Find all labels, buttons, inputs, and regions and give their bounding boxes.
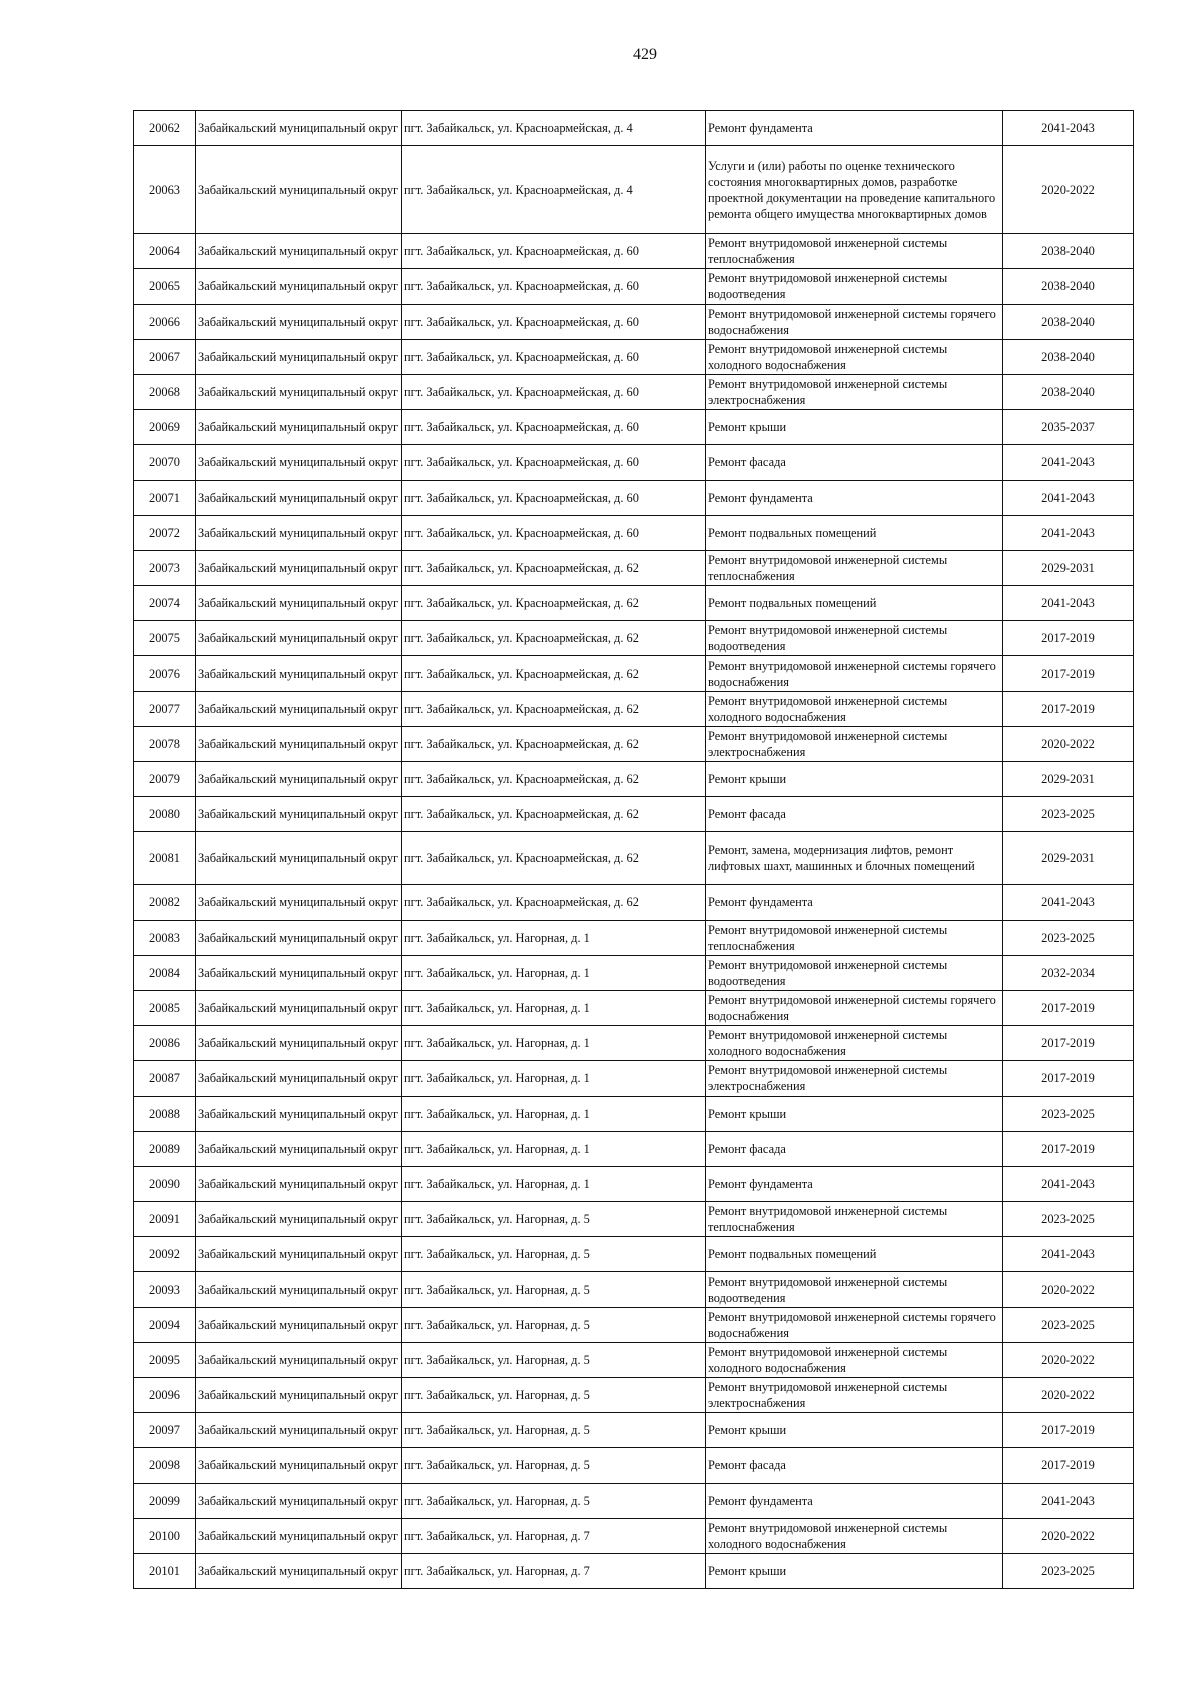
cell-work-type: Услуги и (или) работы по оценке технического состояния многоквартирных домов, разработке проектной документации на проведение капитального ремонта общего имущества многоквартирных домов (706, 146, 1003, 234)
cell-address: пгт. Забайкальск, ул. Красноармейская, д. 62 (402, 691, 706, 726)
cell-address: пгт. Забайкальск, ул. Нагорная, д. 5 (402, 1237, 706, 1272)
cell-id: 20081 (134, 832, 196, 885)
cell-id: 20065 (134, 269, 196, 304)
table-row (134, 410, 1134, 445)
cell-address: пгт. Забайкальск, ул. Нагорная, д. 5 (402, 1448, 706, 1483)
cell-period: 2020-2022 (1003, 1378, 1134, 1413)
cell-work-type: Ремонт внутридомовой инженерной системы горячего водоснабжения (706, 990, 1003, 1025)
cell-address: пгт. Забайкальск, ул. Красноармейская, д. 4 (402, 146, 706, 234)
cell-work-type: Ремонт внутридомовой инженерной системы теплоснабжения (706, 550, 1003, 585)
cell-period: 2041-2043 (1003, 1237, 1134, 1272)
cell-work-type: Ремонт внутридомовой инженерной системы горячего водоснабжения (706, 656, 1003, 691)
cell-period: 2023-2025 (1003, 920, 1134, 955)
cell-id: 20098 (134, 1448, 196, 1483)
cell-municipality: Забайкальский муниципальный округ (196, 1307, 402, 1342)
cell-id: 20071 (134, 480, 196, 515)
cell-municipality: Забайкальский муниципальный округ (196, 304, 402, 339)
cell-period: 2041-2043 (1003, 885, 1134, 920)
cell-period: 2041-2043 (1003, 515, 1134, 550)
cell-municipality: Забайкальский муниципальный округ (196, 1237, 402, 1272)
cell-work-type: Ремонт внутридомовой инженерной системы теплоснабжения (706, 920, 1003, 955)
cell-work-type: Ремонт внутридомовой инженерной системы электроснабжения (706, 726, 1003, 761)
table-row (134, 1413, 1134, 1448)
cell-address: пгт. Забайкальск, ул. Нагорная, д. 1 (402, 990, 706, 1025)
cell-municipality: Забайкальский муниципальный округ (196, 550, 402, 585)
cell-work-type: Ремонт внутридомовой инженерной системы электроснабжения (706, 374, 1003, 409)
cell-period: 2029-2031 (1003, 762, 1134, 797)
cell-address: пгт. Забайкальск, ул. Нагорная, д. 5 (402, 1342, 706, 1377)
table-row (134, 1166, 1134, 1201)
cell-municipality: Забайкальский муниципальный округ (196, 691, 402, 726)
cell-municipality: Забайкальский муниципальный округ (196, 1026, 402, 1061)
cell-municipality: Забайкальский муниципальный округ (196, 1061, 402, 1096)
table-row (134, 797, 1134, 832)
cell-address: пгт. Забайкальск, ул. Нагорная, д. 1 (402, 920, 706, 955)
cell-period: 2020-2022 (1003, 146, 1134, 234)
table-row (134, 269, 1134, 304)
cell-id: 20074 (134, 586, 196, 621)
cell-address: пгт. Забайкальск, ул. Нагорная, д. 1 (402, 1131, 706, 1166)
cell-period: 2038-2040 (1003, 374, 1134, 409)
cell-municipality: Забайкальский муниципальный округ (196, 885, 402, 920)
cell-id: 20091 (134, 1202, 196, 1237)
cell-id: 20101 (134, 1553, 196, 1588)
table-row (134, 374, 1134, 409)
cell-period: 2041-2043 (1003, 1166, 1134, 1201)
cell-work-type: Ремонт внутридомовой инженерной системы теплоснабжения (706, 1202, 1003, 1237)
cell-municipality: Забайкальский муниципальный округ (196, 1483, 402, 1518)
cell-id: 20064 (134, 234, 196, 269)
cell-municipality: Забайкальский муниципальный округ (196, 480, 402, 515)
cell-id: 20067 (134, 339, 196, 374)
cell-period: 2038-2040 (1003, 269, 1134, 304)
cell-work-type: Ремонт внутридомовой инженерной системы водоотведения (706, 269, 1003, 304)
repair-schedule-table (133, 110, 1134, 1589)
table-row (134, 1131, 1134, 1166)
table-row (134, 1061, 1134, 1096)
cell-municipality: Забайкальский муниципальный округ (196, 1166, 402, 1201)
cell-municipality: Забайкальский муниципальный округ (196, 586, 402, 621)
table-row (134, 1307, 1134, 1342)
table-row (134, 1237, 1134, 1272)
cell-period: 2017-2019 (1003, 990, 1134, 1025)
cell-municipality: Забайкальский муниципальный округ (196, 1553, 402, 1588)
cell-work-type: Ремонт внутридомовой инженерной системы электроснабжения (706, 1061, 1003, 1096)
table-row (134, 955, 1134, 990)
table-row (134, 762, 1134, 797)
cell-work-type: Ремонт внутридомовой инженерной системы водоотведения (706, 621, 1003, 656)
cell-municipality: Забайкальский муниципальный округ (196, 374, 402, 409)
cell-address: пгт. Забайкальск, ул. Нагорная, д. 1 (402, 955, 706, 990)
cell-municipality: Забайкальский муниципальный округ (196, 410, 402, 445)
table-row (134, 111, 1134, 146)
cell-municipality: Забайкальский муниципальный округ (196, 146, 402, 234)
cell-work-type: Ремонт внутридомовой инженерной системы электроснабжения (706, 1378, 1003, 1413)
table-row (134, 1342, 1134, 1377)
cell-id: 20097 (134, 1413, 196, 1448)
cell-municipality: Забайкальский муниципальный округ (196, 1131, 402, 1166)
cell-address: пгт. Забайкальск, ул. Нагорная, д. 1 (402, 1026, 706, 1061)
cell-work-type: Ремонт внутридомовой инженерной системы водоотведения (706, 955, 1003, 990)
cell-address: пгт. Забайкальск, ул. Красноармейская, д. 4 (402, 111, 706, 146)
table-row (134, 480, 1134, 515)
table-row (134, 1518, 1134, 1553)
table-row (134, 832, 1134, 885)
table-row (134, 990, 1134, 1025)
cell-id: 20079 (134, 762, 196, 797)
cell-municipality: Забайкальский муниципальный округ (196, 339, 402, 374)
cell-address: пгт. Забайкальск, ул. Красноармейская, д. 60 (402, 234, 706, 269)
table-row (134, 656, 1134, 691)
cell-address: пгт. Забайкальск, ул. Красноармейская, д. 60 (402, 480, 706, 515)
cell-municipality: Забайкальский муниципальный округ (196, 1448, 402, 1483)
cell-address: пгт. Забайкальск, ул. Красноармейская, д. 62 (402, 656, 706, 691)
cell-id: 20086 (134, 1026, 196, 1061)
cell-work-type: Ремонт внутридомовой инженерной системы теплоснабжения (706, 234, 1003, 269)
table-row (134, 621, 1134, 656)
cell-id: 20080 (134, 797, 196, 832)
cell-period: 2041-2043 (1003, 1483, 1134, 1518)
cell-period: 2020-2022 (1003, 1272, 1134, 1307)
cell-period: 2023-2025 (1003, 1202, 1134, 1237)
cell-id: 20062 (134, 111, 196, 146)
cell-period: 2038-2040 (1003, 234, 1134, 269)
cell-address: пгт. Забайкальск, ул. Красноармейская, д. 62 (402, 586, 706, 621)
cell-address: пгт. Забайкальск, ул. Красноармейская, д. 62 (402, 797, 706, 832)
cell-municipality: Забайкальский муниципальный округ (196, 656, 402, 691)
cell-period: 2017-2019 (1003, 1131, 1134, 1166)
cell-period: 2023-2025 (1003, 1553, 1134, 1588)
cell-address: пгт. Забайкальск, ул. Красноармейская, д. 62 (402, 621, 706, 656)
cell-address: пгт. Забайкальск, ул. Красноармейская, д. 60 (402, 445, 706, 480)
cell-address: пгт. Забайкальск, ул. Нагорная, д. 1 (402, 1096, 706, 1131)
cell-id: 20069 (134, 410, 196, 445)
cell-period: 2038-2040 (1003, 339, 1134, 374)
table-row (134, 1096, 1134, 1131)
cell-municipality: Забайкальский муниципальный округ (196, 832, 402, 885)
cell-address: пгт. Забайкальск, ул. Нагорная, д. 5 (402, 1413, 706, 1448)
cell-municipality: Забайкальский муниципальный округ (196, 269, 402, 304)
cell-work-type: Ремонт внутридомовой инженерной системы холодного водоснабжения (706, 691, 1003, 726)
table-row (134, 920, 1134, 955)
cell-work-type: Ремонт фасада (706, 1448, 1003, 1483)
cell-address: пгт. Забайкальск, ул. Красноармейская, д. 62 (402, 832, 706, 885)
table-row (134, 339, 1134, 374)
cell-municipality: Забайкальский муниципальный округ (196, 797, 402, 832)
cell-work-type: Ремонт фундамента (706, 1483, 1003, 1518)
cell-id: 20095 (134, 1342, 196, 1377)
cell-period: 2041-2043 (1003, 480, 1134, 515)
cell-id: 20088 (134, 1096, 196, 1131)
cell-municipality: Забайкальский муниципальный округ (196, 1518, 402, 1553)
cell-period: 2029-2031 (1003, 550, 1134, 585)
cell-work-type: Ремонт внутридомовой инженерной системы водоотведения (706, 1272, 1003, 1307)
cell-period: 2017-2019 (1003, 691, 1134, 726)
cell-work-type: Ремонт крыши (706, 762, 1003, 797)
table-row (134, 1553, 1134, 1588)
table-row (134, 234, 1134, 269)
cell-period: 2023-2025 (1003, 1096, 1134, 1131)
cell-id: 20072 (134, 515, 196, 550)
cell-work-type: Ремонт внутридомовой инженерной системы горячего водоснабжения (706, 304, 1003, 339)
cell-municipality: Забайкальский муниципальный округ (196, 515, 402, 550)
cell-work-type: Ремонт подвальных помещений (706, 515, 1003, 550)
cell-period: 2032-2034 (1003, 955, 1134, 990)
cell-period: 2017-2019 (1003, 1413, 1134, 1448)
cell-work-type: Ремонт фасада (706, 797, 1003, 832)
cell-address: пгт. Забайкальск, ул. Нагорная, д. 7 (402, 1553, 706, 1588)
cell-address: пгт. Забайкальск, ул. Нагорная, д. 1 (402, 1166, 706, 1201)
cell-id: 20078 (134, 726, 196, 761)
cell-municipality: Забайкальский муниципальный округ (196, 726, 402, 761)
cell-municipality: Забайкальский муниципальный округ (196, 1096, 402, 1131)
table-row (134, 1378, 1134, 1413)
cell-work-type: Ремонт внутридомовой инженерной системы холодного водоснабжения (706, 1342, 1003, 1377)
cell-work-type: Ремонт крыши (706, 410, 1003, 445)
cell-id: 20073 (134, 550, 196, 585)
cell-period: 2041-2043 (1003, 111, 1134, 146)
table-body (134, 111, 1134, 1589)
table-row (134, 586, 1134, 621)
cell-work-type: Ремонт, замена, модернизация лифтов, ремонт лифтовых шахт, машинных и блочных помещений (706, 832, 1003, 885)
cell-address: пгт. Забайкальск, ул. Нагорная, д. 5 (402, 1202, 706, 1237)
cell-id: 20093 (134, 1272, 196, 1307)
cell-period: 2020-2022 (1003, 726, 1134, 761)
cell-municipality: Забайкальский муниципальный округ (196, 234, 402, 269)
cell-municipality: Забайкальский муниципальный округ (196, 990, 402, 1025)
table-row (134, 691, 1134, 726)
cell-id: 20063 (134, 146, 196, 234)
cell-work-type: Ремонт подвальных помещений (706, 586, 1003, 621)
cell-period: 2020-2022 (1003, 1342, 1134, 1377)
cell-address: пгт. Забайкальск, ул. Красноармейская, д. 62 (402, 550, 706, 585)
cell-period: 2020-2022 (1003, 1518, 1134, 1553)
cell-work-type: Ремонт крыши (706, 1553, 1003, 1588)
cell-id: 20083 (134, 920, 196, 955)
cell-period: 2023-2025 (1003, 1307, 1134, 1342)
cell-municipality: Забайкальский муниципальный округ (196, 1378, 402, 1413)
cell-work-type: Ремонт фундамента (706, 1166, 1003, 1201)
cell-work-type: Ремонт внутридомовой инженерной системы холодного водоснабжения (706, 1518, 1003, 1553)
cell-address: пгт. Забайкальск, ул. Красноармейская, д. 62 (402, 762, 706, 797)
cell-address: пгт. Забайкальск, ул. Красноармейская, д. 60 (402, 515, 706, 550)
cell-id: 20090 (134, 1166, 196, 1201)
cell-municipality: Забайкальский муниципальный округ (196, 920, 402, 955)
cell-address: пгт. Забайкальск, ул. Красноармейская, д. 60 (402, 374, 706, 409)
page-number: 429 (633, 46, 657, 63)
table-row (134, 445, 1134, 480)
cell-address: пгт. Забайкальск, ул. Красноармейская, д. 62 (402, 726, 706, 761)
cell-municipality: Забайкальский муниципальный округ (196, 1202, 402, 1237)
cell-period: 2029-2031 (1003, 832, 1134, 885)
cell-id: 20070 (134, 445, 196, 480)
table-row (134, 550, 1134, 585)
cell-work-type: Ремонт фундамента (706, 111, 1003, 146)
table-row (134, 1272, 1134, 1307)
cell-period: 2041-2043 (1003, 445, 1134, 480)
cell-id: 20066 (134, 304, 196, 339)
cell-address: пгт. Забайкальск, ул. Нагорная, д. 5 (402, 1272, 706, 1307)
cell-id: 20089 (134, 1131, 196, 1166)
cell-period: 2017-2019 (1003, 656, 1134, 691)
cell-id: 20092 (134, 1237, 196, 1272)
cell-work-type: Ремонт крыши (706, 1096, 1003, 1131)
cell-work-type: Ремонт внутридомовой инженерной системы холодного водоснабжения (706, 1026, 1003, 1061)
cell-municipality: Забайкальский муниципальный округ (196, 1413, 402, 1448)
cell-id: 20096 (134, 1378, 196, 1413)
cell-work-type: Ремонт фасада (706, 445, 1003, 480)
table-row (134, 515, 1134, 550)
cell-address: пгт. Забайкальск, ул. Красноармейская, д. 60 (402, 339, 706, 374)
cell-period: 2017-2019 (1003, 1026, 1134, 1061)
cell-period: 2023-2025 (1003, 797, 1134, 832)
cell-work-type: Ремонт крыши (706, 1413, 1003, 1448)
cell-address: пгт. Забайкальск, ул. Красноармейская, д. 60 (402, 304, 706, 339)
cell-municipality: Забайкальский муниципальный округ (196, 1272, 402, 1307)
table-row (134, 1448, 1134, 1483)
cell-period: 2017-2019 (1003, 1061, 1134, 1096)
cell-municipality: Забайкальский муниципальный округ (196, 445, 402, 480)
cell-address: пгт. Забайкальск, ул. Нагорная, д. 5 (402, 1483, 706, 1518)
cell-id: 20076 (134, 656, 196, 691)
cell-municipality: Забайкальский муниципальный округ (196, 1342, 402, 1377)
cell-id: 20087 (134, 1061, 196, 1096)
cell-address: пгт. Забайкальск, ул. Нагорная, д. 5 (402, 1307, 706, 1342)
cell-id: 20100 (134, 1518, 196, 1553)
cell-work-type: Ремонт подвальных помещений (706, 1237, 1003, 1272)
table-row (134, 304, 1134, 339)
cell-id: 20077 (134, 691, 196, 726)
cell-work-type: Ремонт фундамента (706, 885, 1003, 920)
cell-work-type: Ремонт фундамента (706, 480, 1003, 515)
cell-period: 2017-2019 (1003, 1448, 1134, 1483)
cell-id: 20075 (134, 621, 196, 656)
cell-period: 2038-2040 (1003, 304, 1134, 339)
cell-address: пгт. Забайкальск, ул. Нагорная, д. 7 (402, 1518, 706, 1553)
cell-work-type: Ремонт внутридомовой инженерной системы холодного водоснабжения (706, 339, 1003, 374)
cell-address: пгт. Забайкальск, ул. Нагорная, д. 1 (402, 1061, 706, 1096)
cell-id: 20094 (134, 1307, 196, 1342)
cell-id: 20084 (134, 955, 196, 990)
cell-id: 20082 (134, 885, 196, 920)
cell-address: пгт. Забайкальск, ул. Красноармейская, д. 60 (402, 410, 706, 445)
table-row (134, 1483, 1134, 1518)
cell-municipality: Забайкальский муниципальный округ (196, 621, 402, 656)
table-row (134, 1202, 1134, 1237)
cell-period: 2041-2043 (1003, 586, 1134, 621)
table-row (134, 146, 1134, 234)
table-row (134, 726, 1134, 761)
cell-work-type: Ремонт внутридомовой инженерной системы горячего водоснабжения (706, 1307, 1003, 1342)
cell-id: 20068 (134, 374, 196, 409)
cell-address: пгт. Забайкальск, ул. Красноармейская, д. 62 (402, 885, 706, 920)
cell-work-type: Ремонт фасада (706, 1131, 1003, 1166)
cell-municipality: Забайкальский муниципальный округ (196, 111, 402, 146)
cell-period: 2017-2019 (1003, 621, 1134, 656)
cell-id: 20099 (134, 1483, 196, 1518)
table-row (134, 1026, 1134, 1061)
cell-address: пгт. Забайкальск, ул. Красноармейская, д. 60 (402, 269, 706, 304)
table-row (134, 885, 1134, 920)
cell-period: 2035-2037 (1003, 410, 1134, 445)
cell-municipality: Забайкальский муниципальный округ (196, 762, 402, 797)
cell-address: пгт. Забайкальск, ул. Нагорная, д. 5 (402, 1378, 706, 1413)
cell-id: 20085 (134, 990, 196, 1025)
cell-municipality: Забайкальский муниципальный округ (196, 955, 402, 990)
